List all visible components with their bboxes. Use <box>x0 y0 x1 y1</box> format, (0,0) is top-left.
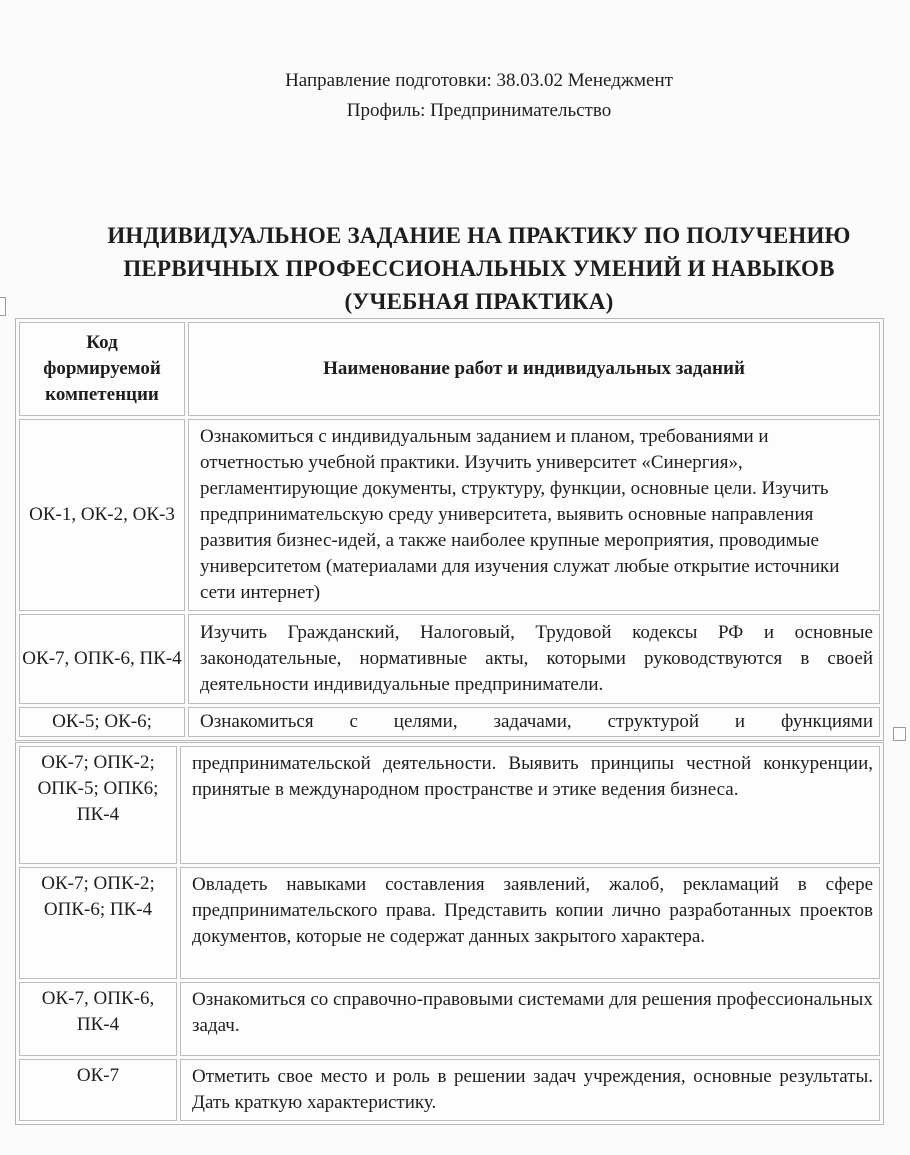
table-row <box>19 982 880 1056</box>
competency-code-cell: ОК-1, ОК-2, ОК-3 <box>19 419 185 611</box>
task-cell: Ознакомиться с целями, задачами, структурой и функциями <box>188 707 880 737</box>
table-anchor-handle-top[interactable] <box>0 297 6 316</box>
competency-code-cell: ОК-7 <box>19 1059 177 1121</box>
program-profile-line: Профиль: Предпринимательство <box>346 100 612 121</box>
table-anchor-handle-middle[interactable] <box>893 727 906 741</box>
task-cell: Ознакомиться с индивидуальным заданием и планом, требованиями и отчетностью учебной практики. Изучить университет «Синергия», регламентирующие документы, структуру, функции, основные цели. Изучить предпринимательскую среду университета, выявить основные направления развития бизнес-идей, а также наиболее крупные мероприятия, проводимые университетом (материалами для изучения служат любые открытие источники сети интернет) <box>188 419 880 611</box>
program-direction-line: Направление подготовки: 38.03.02 Менеджмент <box>285 70 673 91</box>
document-title-line: ИНДИВИДУАЛЬНОЕ ЗАДАНИЕ НА ПРАКТИКУ ПО ПОЛУЧЕНИЮ <box>107 223 851 248</box>
program-header <box>0 66 910 126</box>
task-cell: Овладеть навыками составления заявлений, жалоб, рекламаций в сфере предпринимательского права. Представить копии лично разработанных проектов документов, которые не содержат данных закрытого характера. <box>180 867 880 979</box>
table-row <box>19 746 880 864</box>
document-title-line: (УЧЕБНАЯ ПРАКТИКА) <box>344 289 614 314</box>
task-cell: Изучить Гражданский, Налоговый, Трудовой кодексы РФ и основные законодательные, нормативные акты, которыми руководствуются в своей деятельности индивидуальные предприниматели. <box>188 614 880 704</box>
task-cell: Отметить свое место и роль в решении задач учреждения, основные результаты. Дать краткую характеристику. <box>180 1059 880 1121</box>
competency-code-cell: ОК-7, ОПК-6, ПК-4 <box>19 982 177 1056</box>
document-title-line: ПЕРВИЧНЫХ ПРОФЕССИОНАЛЬНЫХ УМЕНИЙ И НАВЫКОВ <box>123 256 835 281</box>
competency-table-part1 <box>15 318 884 741</box>
competency-code-cell: ОК-5; ОК-6; <box>19 707 185 737</box>
table-header-row <box>19 322 880 416</box>
table-row <box>19 707 880 737</box>
competency-code-cell: ОК-7; ОПК-2; ОПК-6; ПК-4 <box>19 867 177 979</box>
competency-code-cell: ОК-7, ОПК-6, ПК-4 <box>19 614 185 704</box>
document-title <box>0 219 910 318</box>
column-header-competency-code: Код формируемой компетенции <box>19 322 185 416</box>
table-row <box>19 867 880 979</box>
task-cell: Ознакомиться со справочно-правовыми системами для решения профессиональных задач. <box>180 982 880 1056</box>
table-row <box>19 1059 880 1121</box>
competency-table-part2 <box>15 742 884 1125</box>
competency-code-cell: ОК-7; ОПК-2; ОПК-5; ОПК6; ПК-4 <box>19 746 177 864</box>
table-row <box>19 614 880 704</box>
table-row <box>19 419 880 611</box>
column-header-task-name: Наименование работ и индивидуальных заданий <box>188 322 880 416</box>
task-cell: предпринимательской деятельности. Выявить принципы честной конкуренции, принятые в международном пространстве и этике ведения бизнеса. <box>180 746 880 864</box>
